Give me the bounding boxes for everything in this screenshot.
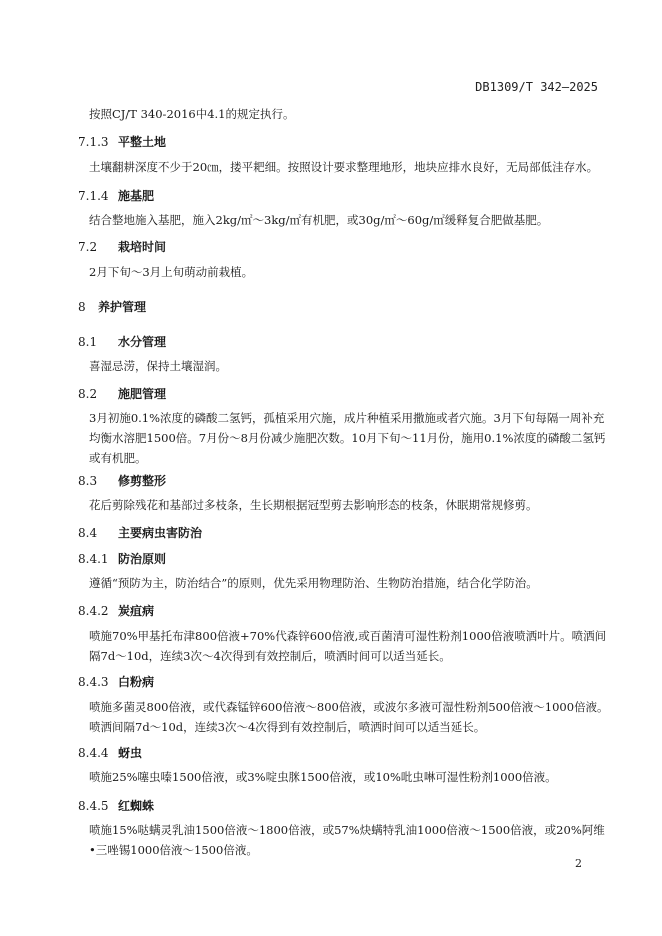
section-heading [78,133,166,150]
section-number: 8.1 [78,335,98,349]
section-heading [78,187,154,204]
section-title: 蚜虫 [118,746,143,760]
section-title: 主要病虫害防治 [118,526,203,540]
section-number: 8.4.1 [78,552,109,566]
section-heading [78,797,154,814]
chapter-heading [78,298,146,315]
section-heading [78,472,166,489]
section-number: 8.4 [78,526,98,540]
section-title: 修剪整形 [118,474,167,488]
section-heading [78,550,166,567]
section-title: 水分管理 [118,335,167,349]
paragraph: 2月下旬～3月上旬萌动前栽植。 [89,265,254,279]
section-number: 8.4.5 [78,799,109,813]
paragraph: 喜湿忌涝，保持土壤湿润。 [89,359,227,373]
section-heading [78,673,154,690]
section-heading [78,602,154,619]
page-number: 2 [575,857,582,870]
section-heading [78,385,166,402]
document-code: DB1309/T 342—2025 [475,80,598,94]
paragraph: 土壤翻耕深度不少于20㎝，搂平耙细。按照设计要求整理地形，地块应排水良好，无局部低洼存水。 [89,160,599,174]
section-number: 7.1.3 [78,135,109,149]
paragraph: 3月初施0.1%浓度的磷酸二氢钙，孤植采用穴施，成片种植采用撒施或者穴施。3月下旬每隔一周补充均衡水溶肥1500倍。7月份～8月份减少施肥次数。10月下旬～11月份，施用0.1%浓度的磷酸二氢钙或有机肥。 [89,411,606,465]
section-number: 8.4.4 [78,746,109,760]
section-title: 白粉病 [118,675,155,689]
section-number: 8.2 [78,387,98,401]
section-heading [78,333,166,350]
section-number: 8.4.3 [78,675,109,689]
paragraph: 喷施多菌灵800倍液，或代森锰锌600倍液～800倍液，或波尔多液可湿性粉剂500倍液～1000倍液。喷洒间隔7d～10d，连续3次～4次得到有效控制后，喷洒时间可以适当延长。 [89,700,609,734]
section-title: 施基肥 [118,189,155,203]
paragraph: 花后剪除残花和基部过多枝条，生长期根据冠型剪去影响形态的枝条，休眠期常规修剪。 [89,498,538,512]
chapter-number: 8 [78,300,86,314]
section-heading [78,524,202,541]
section-heading [78,744,142,761]
paragraph: 结合整地施入基肥，施入2kg/㎡～3kg/㎡有机肥，或30g/㎡～60g/㎡缓释复合肥做基肥。 [89,213,549,227]
section-heading [78,238,166,255]
section-number: 8.4.2 [78,604,109,618]
section-number: 7.2 [78,240,98,254]
section-title: 栽培时间 [118,240,167,254]
section-title: 施肥管理 [118,387,167,401]
section-number: 7.1.4 [78,189,109,203]
section-number: 8.3 [78,474,98,488]
paragraph: 喷施25%噻虫嗪1500倍液，或3%啶虫脒1500倍液，或10%吡虫啉可湿性粉剂1000倍液。 [89,770,557,784]
paragraph: 喷施15%哒螨灵乳油1500倍液～1800倍液，或57%炔螨特乳油1000倍液～1500倍液，或20%阿维•三唑锡1000倍液～1500倍液。 [89,823,605,857]
chapter-title: 养护管理 [98,300,147,314]
section-title: 红蜘蛛 [118,799,155,813]
section-title: 平整土地 [118,135,167,149]
paragraph: 按照CJ/T 340-2016中4.1的规定执行。 [89,107,295,121]
paragraph: 喷施70%甲基托布津800倍液+70%代森锌600倍液,或百菌清可湿性粉剂1000倍液喷洒叶片。喷洒间隔7d～10d，连续3次～4次得到有效控制后，喷洒时间可以适当延长。 [89,629,607,663]
paragraph: 遵循“预防为主，防治结合”的原则，优先采用物理防治、生物防治措施，结合化学防治。 [89,576,538,590]
section-title: 炭疽病 [118,604,155,618]
section-title: 防治原则 [118,552,167,566]
